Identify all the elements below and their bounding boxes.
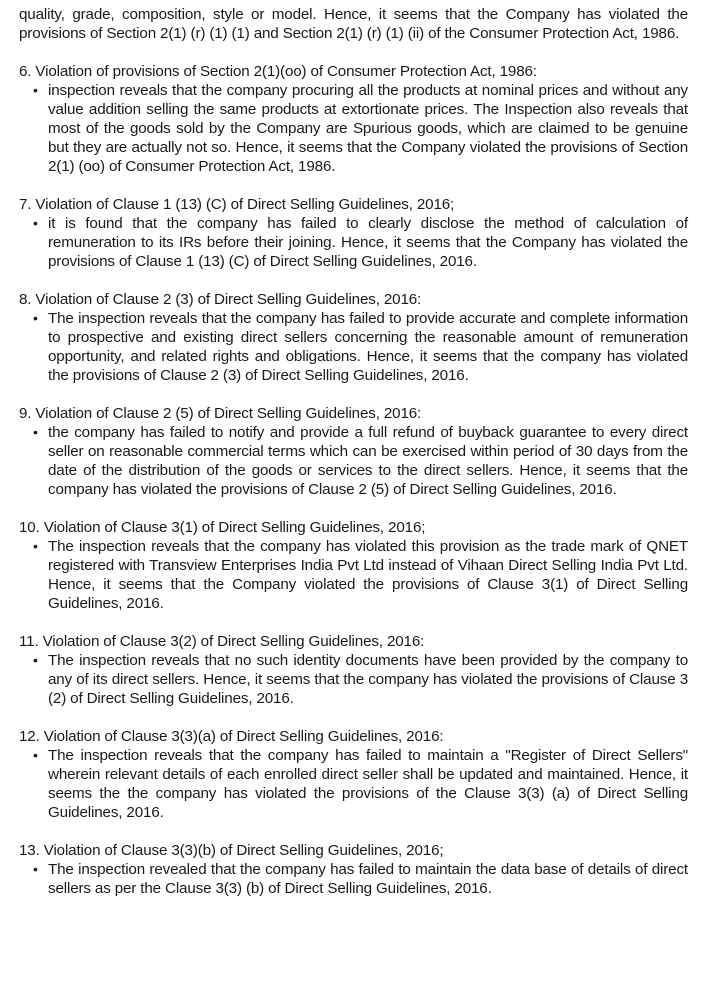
section-heading: 10. Violation of Clause 3(1) of Direct Selling Guidelines, 2016; bbox=[19, 519, 426, 536]
bullet-icon: • bbox=[33, 861, 38, 877]
section-11 bbox=[19, 632, 688, 708]
bullet-text: The inspection reveals that the company has failed to maintain a "Register of Direct Sellers" wherein relevant details of each enrolled direct seller shall be updated and maintained. Hence, it seems the the company has violated the provisions of the Clause 3(3) (a) of Direct Selling Guidelines, 2016. bbox=[48, 747, 688, 821]
bullet-item bbox=[19, 423, 688, 499]
bullet-item bbox=[19, 309, 688, 385]
bullet-text: the company has failed to notify and provide a full refund of buyback guarantee to every direct seller on reasonable commercial terms which can be exercised within period of 30 days from the date of the distribution of the goods or services to the direct sellers. Hence, it seems that the company has violated the provisions of Clause 2 (5) of Direct Selling Guidelines, 2016. bbox=[48, 424, 688, 498]
section-heading: 9. Violation of Clause 2 (5) of Direct Selling Guidelines, 2016: bbox=[19, 405, 422, 422]
bullet-text: The inspection reveals that no such identity documents have been provided by the company to any of its direct sellers. Hence, it seems that the company has violated the provisions of Clause 3 (2) of Direct Selling Guidelines, 2016. bbox=[48, 652, 688, 707]
bullet-item bbox=[19, 651, 688, 708]
bullet-icon: • bbox=[33, 747, 38, 763]
bullet-icon: • bbox=[33, 424, 38, 440]
section-10 bbox=[19, 518, 688, 613]
bullet-icon: • bbox=[33, 310, 38, 326]
section-heading: 7. Violation of Clause 1 (13) (C) of Direct Selling Guidelines, 2016; bbox=[19, 196, 455, 213]
section-7 bbox=[19, 195, 688, 271]
bullet-text: The inspection reveals that the company has failed to provide accurate and complete information to prospective and existing direct sellers concerning the reasonable amount of remuneration opportunity, and related rights and obligations. Hence, it seems that the company has violated the provisions of Clause 2 (3) of Direct Selling Guidelines, 2016. bbox=[48, 310, 688, 384]
section-heading: 11. Violation of Clause 3(2) of Direct Selling Guidelines, 2016: bbox=[19, 633, 425, 650]
section-heading: 13. Violation of Clause 3(3)(b) of Direct Selling Guidelines, 2016; bbox=[19, 842, 444, 859]
bullet-icon: • bbox=[33, 215, 38, 231]
bullet-item bbox=[19, 81, 688, 176]
bullet-text: inspection reveals that the company procuring all the products at nominal prices and without any value addition selling the same products at extortionate prices. The Inspection also reveals that most of the goods sold by the Company are Spurious goods, which are claimed to be genuine but they are actually not so. Hence, it seems that the Company violated the provisions of Section 2(1) (oo) of Consumer Protection Act, 1986. bbox=[48, 82, 688, 175]
section-9 bbox=[19, 404, 688, 499]
bullet-item bbox=[19, 214, 688, 271]
bullet-icon: • bbox=[33, 652, 38, 668]
document-page bbox=[19, 5, 688, 898]
bullet-icon: • bbox=[33, 538, 38, 554]
intro-paragraph: quality, grade, composition, style or model. Hence, it seems that the Company has violated the provisions of Section 2(1) (r) (1) (1) and Section 2(1) (r) (1) (ii) of the Consumer Protection Act, 1986. bbox=[19, 6, 688, 42]
bullet-text: it is found that the company has failed to clearly disclose the method of calculation of remuneration to its IRs before their joining. Hence, it seems that the Company has violated the provisions of Clause 1 (13) (C) of Direct Selling Guidelines, 2016. bbox=[48, 215, 688, 270]
section-13 bbox=[19, 841, 688, 898]
bullet-text: The inspection revealed that the company has failed to maintain the data base of details of direct sellers as per the Clause 3(3) (b) of Direct Selling Guidelines, 2016. bbox=[48, 861, 688, 897]
section-12 bbox=[19, 727, 688, 822]
bullet-text: The inspection reveals that the company has violated this provision as the trade mark of QNET registered with Transview Enterprises India Pvt Ltd instead of Vihaan Direct Selling India Pvt Ltd. Hence, it seems that the Company violated the provisions of Clause 3(1) of Direct Selling Guidelines, 2016. bbox=[48, 538, 688, 612]
section-heading: 12. Violation of Clause 3(3)(a) of Direct Selling Guidelines, 2016: bbox=[19, 728, 444, 745]
bullet-item bbox=[19, 746, 688, 822]
bullet-item bbox=[19, 860, 688, 898]
section-6 bbox=[19, 62, 688, 176]
section-heading: 8. Violation of Clause 2 (3) of Direct Selling Guidelines, 2016: bbox=[19, 291, 422, 308]
bullet-item bbox=[19, 537, 688, 613]
section-8 bbox=[19, 290, 688, 385]
bullet-icon: • bbox=[33, 82, 38, 98]
section-heading: 6. Violation of provisions of Section 2(1)(oo) of Consumer Protection Act, 1986: bbox=[19, 63, 537, 80]
